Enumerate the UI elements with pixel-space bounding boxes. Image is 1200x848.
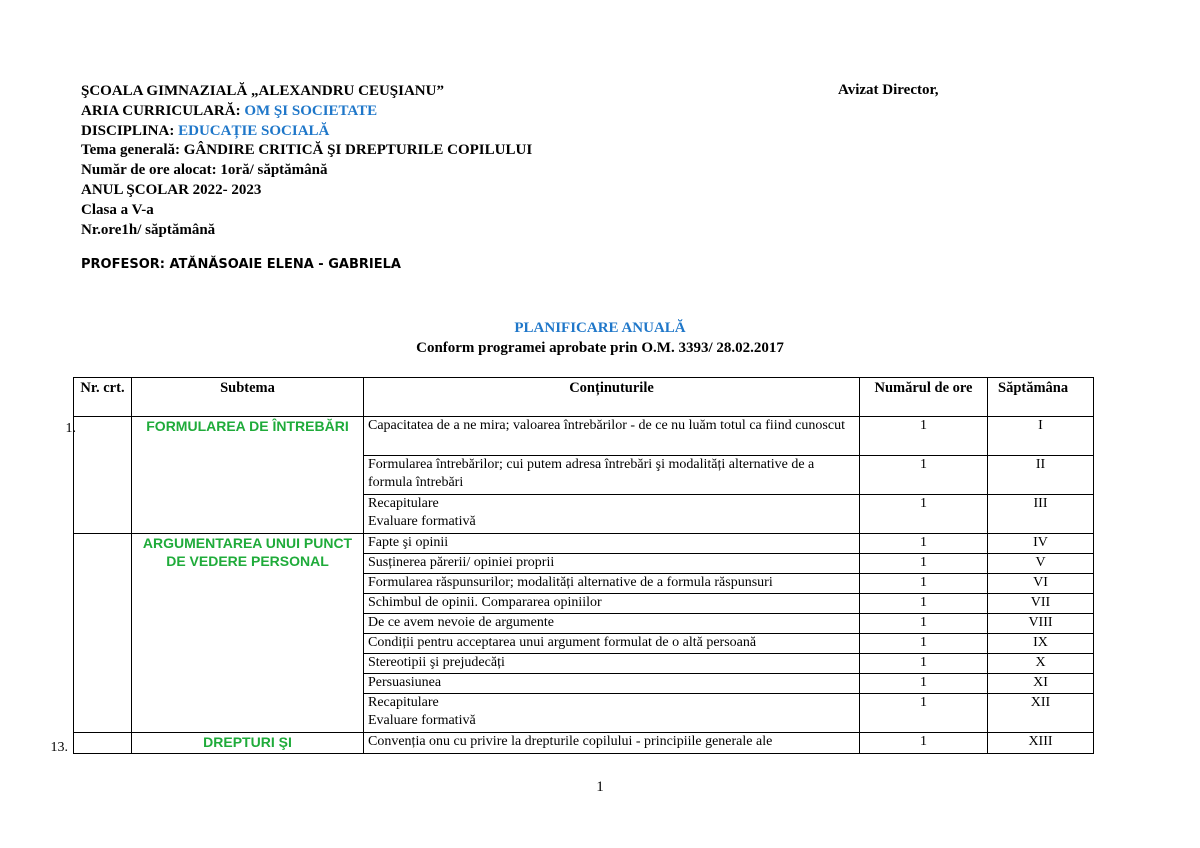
ore-cell: 1: [860, 574, 988, 594]
ore-cell: 1: [860, 634, 988, 654]
ore-cell: 1: [860, 694, 988, 733]
profesor: PROFESOR: ATĂNĂSOAIE ELENA - GABRIELA: [81, 257, 401, 272]
nr-ore: Nr.ore1h/ săptămână: [81, 221, 216, 238]
row-number-label: 13.: [50, 740, 68, 755]
subtema-cell: DREPTURI ŞI: [132, 733, 364, 754]
continut-cell: Capacitatea de a ne mira; valoarea întrebărilor - de ce nu luăm totul ca fiind cunoscut: [364, 417, 860, 456]
saptamana-cell: V: [988, 554, 1094, 574]
subtema-cell: FORMULAREA DE ÎNTREBĂRI: [132, 417, 364, 534]
header-subtema: Subtema: [132, 378, 364, 417]
saptamana-cell: I: [988, 417, 1094, 456]
saptamana-cell: XII: [988, 694, 1094, 733]
ore-cell: 1: [860, 614, 988, 634]
table-body: [74, 417, 1094, 754]
school-name: ŞCOALA GIMNAZIALĂ „ALEXANDRU CEUŞIANU”: [81, 83, 444, 99]
saptamana-cell: IV: [988, 534, 1094, 554]
ore-cell: 1: [860, 456, 988, 495]
table-row: [74, 733, 1094, 754]
ore-cell: 1: [860, 495, 988, 534]
planning-table: [73, 377, 1094, 754]
continut-cell: Convenția onu cu privire la drepturile copilului - principiile generale ale: [364, 733, 860, 754]
saptamana-cell: XIII: [988, 733, 1094, 754]
disciplina: DISCIPLINA: EDUCAȚIE SOCIALĂ: [81, 122, 330, 139]
ore-cell: 1: [860, 654, 988, 674]
continut-cell: Fapte şi opinii: [364, 534, 860, 554]
tema-generala: Tema generală: GÂNDIRE CRITICĂ ŞI DREPTURILE COPILULUI: [81, 142, 533, 159]
document-header: [81, 82, 532, 240]
continut-cell: Recapitulare Evaluare formativă: [364, 495, 860, 534]
ore-alocat: Număr de ore alocat: 1oră/ săptămână: [81, 162, 328, 179]
saptamana-cell: III: [988, 495, 1094, 534]
ore-cell: 1: [860, 733, 988, 754]
nr-cell: [74, 733, 132, 754]
avizat-director: Avizat Director,: [838, 82, 939, 98]
nr-cell: [74, 417, 132, 534]
ore-cell: 1: [860, 417, 988, 456]
ore-cell: 1: [860, 594, 988, 614]
continut-cell: Schimbul de opinii. Compararea opiniilor: [364, 594, 860, 614]
plan-title: PLANIFICARE ANUALĂ: [514, 320, 686, 336]
aria-value: OM ŞI SOCIETATE: [244, 102, 378, 119]
disciplina-value: EDUCAȚIE SOCIALĂ: [178, 122, 330, 139]
saptamana-cell: VI: [988, 574, 1094, 594]
clasa: Clasa a V-a: [81, 201, 154, 218]
header-saptamana: Săptămâna: [988, 378, 1094, 417]
saptamana-cell: VII: [988, 594, 1094, 614]
aria-curriculara: ARIA CURRICULARĂ: OM ŞI SOCIETATE: [81, 102, 378, 119]
saptamana-cell: X: [988, 654, 1094, 674]
nr-cell: [74, 534, 132, 733]
header-numar-ore: Numărul de ore: [860, 378, 988, 417]
ore-cell: 1: [860, 554, 988, 574]
table-row: [74, 534, 1094, 554]
continut-cell: Persuasiunea: [364, 674, 860, 694]
header-nr: Nr. crt.: [74, 378, 132, 417]
table-header-row: [74, 378, 1094, 417]
saptamana-cell: VIII: [988, 614, 1094, 634]
header-continuturi: Conținuturile: [364, 378, 860, 417]
continut-cell: Condiții pentru acceptarea unui argument formulat de o altă persoană: [364, 634, 860, 654]
continut-cell: Stereotipii şi prejudecăți: [364, 654, 860, 674]
saptamana-cell: IX: [988, 634, 1094, 654]
continut-cell: Recapitulare Evaluare formativă: [364, 694, 860, 733]
continut-cell: Susținerea părerii/ opiniei proprii: [364, 554, 860, 574]
ore-cell: 1: [860, 534, 988, 554]
page-number: 1: [596, 779, 604, 795]
row-number-label: 1.: [65, 421, 76, 436]
continut-cell: De ce avem nevoie de argumente: [364, 614, 860, 634]
saptamana-cell: II: [988, 456, 1094, 495]
plan-subtitle: Conform programei aprobate prin O.M. 3393/ 28.02.2017: [416, 340, 784, 356]
table-row: [74, 417, 1094, 456]
continut-cell: Formularea întrebărilor; cui putem adresa întrebări şi modalități alternative de a formula întrebări: [364, 456, 860, 495]
an-scolar: ANUL ŞCOLAR 2022- 2023: [81, 181, 262, 198]
subtema-cell: ARGUMENTAREA UNUI PUNCT DE VEDERE PERSONAL: [132, 534, 364, 733]
ore-cell: 1: [860, 674, 988, 694]
continut-cell: Formularea răspunsurilor; modalități alternative de a formula răspunsuri: [364, 574, 860, 594]
saptamana-cell: XI: [988, 674, 1094, 694]
